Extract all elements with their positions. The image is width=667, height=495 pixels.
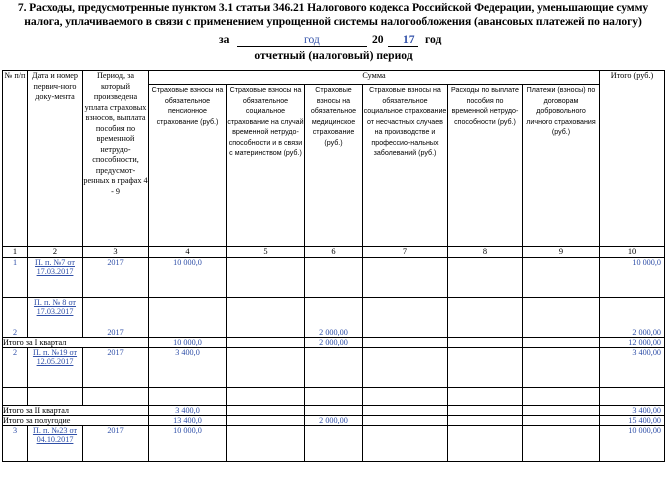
subtotal-label: Итого за II квартал bbox=[3, 406, 149, 416]
row-total: 2 000,00 bbox=[600, 298, 665, 338]
empty-cell bbox=[523, 416, 600, 426]
header-period: Период, за который произведена уплата страховых взносов, выплата пособия по временной нетрудо-способности, предусмот-ренных в графах 4 - 9 bbox=[83, 71, 149, 247]
subtotal-label: Итого за I квартал bbox=[3, 338, 149, 348]
row-num: 2 bbox=[3, 348, 28, 388]
header-social: Страховые взносы на обязательное социальное страхование на случай временной нетрудо-способности и в связи с материнством (руб.) bbox=[227, 85, 305, 247]
subtotal-row bbox=[3, 416, 665, 426]
empty-cell bbox=[448, 258, 523, 298]
empty-cell bbox=[227, 348, 305, 388]
period-suffix: год bbox=[425, 33, 442, 46]
empty-cell bbox=[448, 416, 523, 426]
empty-cell bbox=[363, 258, 448, 298]
empty-cell bbox=[448, 426, 523, 462]
col-number: 4 bbox=[149, 247, 227, 258]
row-num: 1 bbox=[3, 258, 28, 298]
row-pension: 3 400,0 bbox=[149, 348, 227, 388]
subtotal-medical: 2 000,00 bbox=[305, 338, 363, 348]
col-number: 1 bbox=[3, 247, 28, 258]
empty-cell bbox=[363, 426, 448, 462]
row-doc: П. п. № 8 от 17.03.2017 bbox=[28, 298, 83, 338]
header-pension: Страховые взносы на обязательное пенсионное страхование (руб.) bbox=[149, 85, 227, 247]
empty-cell bbox=[523, 426, 600, 462]
row-period: 2017 bbox=[83, 426, 149, 462]
row-pension: 10 000,0 bbox=[149, 258, 227, 298]
header-sick-pay: Расходы по выплате пособия по временной нетрудо-способности (руб.) bbox=[448, 85, 523, 247]
empty-cell bbox=[363, 416, 448, 426]
col-number: 2 bbox=[28, 247, 83, 258]
header-total: Итого (руб.) bbox=[600, 71, 665, 247]
col-number: 8 bbox=[448, 247, 523, 258]
row-pension: 10 000,0 bbox=[149, 426, 227, 462]
subtotal-total: 12 000,00 bbox=[600, 338, 665, 348]
header-medical: Страховые взносы на обязательное медицинское страхование (руб.) bbox=[305, 85, 363, 247]
header-sum: Сумма bbox=[149, 71, 600, 85]
period-caption: отчетный (налоговый) период bbox=[254, 49, 413, 62]
row-period: 2017 bbox=[83, 258, 149, 298]
row-medical bbox=[305, 258, 363, 298]
col-number: 6 bbox=[305, 247, 363, 258]
row-doc: П. п. №23 от 04.10.2017 bbox=[28, 426, 83, 462]
row-num: 3 bbox=[3, 426, 28, 462]
header-num: № п/п bbox=[3, 71, 28, 247]
empty-cell bbox=[523, 348, 600, 388]
table-row bbox=[3, 258, 665, 298]
expenses-table bbox=[2, 70, 665, 462]
subtotal-total: 3 400,00 bbox=[600, 406, 665, 416]
subtotal-label: Итого за полугодие bbox=[3, 416, 149, 426]
empty-cell bbox=[448, 338, 523, 348]
empty-cell bbox=[363, 348, 448, 388]
col-number: 10 bbox=[600, 247, 665, 258]
col-number: 5 bbox=[227, 247, 305, 258]
subtotal-row bbox=[3, 406, 665, 416]
period-line bbox=[0, 33, 667, 47]
empty-cell bbox=[227, 416, 305, 426]
header-date: Дата и номер первич-ного доку-мента bbox=[28, 71, 83, 247]
subtotal-pension: 13 400,0 bbox=[149, 416, 227, 426]
empty-cell bbox=[523, 258, 600, 298]
empty-cell bbox=[448, 406, 523, 416]
empty-row bbox=[3, 388, 665, 406]
empty-cell bbox=[227, 426, 305, 462]
empty-cell bbox=[227, 338, 305, 348]
empty-cell bbox=[523, 338, 600, 348]
subtotal-row bbox=[3, 338, 665, 348]
subtotal-medical: 2 000,00 bbox=[305, 416, 363, 426]
empty-cell bbox=[523, 298, 600, 338]
col-number: 3 bbox=[83, 247, 149, 258]
year-prefix: 20 bbox=[372, 33, 384, 46]
row-total: 10 000,00 bbox=[600, 426, 665, 462]
empty-cell bbox=[227, 298, 305, 338]
period-value: год bbox=[304, 33, 320, 46]
year-underline bbox=[388, 46, 418, 47]
empty-cell bbox=[363, 406, 448, 416]
row-period: 2017 bbox=[83, 298, 149, 338]
empty-cell bbox=[448, 348, 523, 388]
row-doc: П. п. №19 от 12.05.2017 bbox=[28, 348, 83, 388]
empty-cell bbox=[523, 406, 600, 416]
row-medical: 2 000,00 bbox=[305, 298, 363, 338]
empty-cell bbox=[363, 338, 448, 348]
empty-cell bbox=[448, 298, 523, 338]
subtotal-total: 15 400,00 bbox=[600, 416, 665, 426]
table-row bbox=[3, 298, 665, 338]
header-accident: Страховые взносы на обязательное социальное страхование от несчастных случаев на производстве и профессио-нальных заболеваний (руб.) bbox=[363, 85, 448, 247]
subtotal-pension: 3 400,0 bbox=[149, 406, 227, 416]
subtotal-medical bbox=[305, 406, 363, 416]
period-prefix: за bbox=[219, 33, 230, 46]
row-medical bbox=[305, 426, 363, 462]
row-num: 2 bbox=[3, 298, 28, 338]
col-number: 9 bbox=[523, 247, 600, 258]
table-row bbox=[3, 426, 665, 462]
empty-cell bbox=[363, 298, 448, 338]
title-line-1: 7. Расходы, предусмотренные пунктом 3.1 статьи 346.21 Налогового кодекса Российской Федерации, уменьшающие сумму bbox=[17, 1, 649, 14]
row-total: 10 000,0 bbox=[600, 258, 665, 298]
row-period: 2017 bbox=[83, 348, 149, 388]
table-row bbox=[3, 348, 665, 388]
row-pension bbox=[149, 298, 227, 338]
empty-cell bbox=[227, 258, 305, 298]
col-number: 7 bbox=[363, 247, 448, 258]
title-line-2: налога, уплачиваемого в связи с применением упрощенной системы налогообложения (авансовых платежей по налогу) bbox=[24, 15, 642, 28]
row-total: 3 400,00 bbox=[600, 348, 665, 388]
header-insurance: Платежи (взносы) по договорам добровольного личного страхования (руб.) bbox=[523, 85, 600, 247]
period-underline bbox=[237, 46, 367, 47]
subtotal-pension: 10 000,0 bbox=[149, 338, 227, 348]
year-value: 17 bbox=[403, 33, 415, 46]
column-numbers-row bbox=[3, 247, 665, 258]
row-doc: П. п. №7 от 17.03.2017 bbox=[28, 258, 83, 298]
row-medical bbox=[305, 348, 363, 388]
section-title bbox=[2, 1, 664, 29]
empty-cell bbox=[227, 406, 305, 416]
